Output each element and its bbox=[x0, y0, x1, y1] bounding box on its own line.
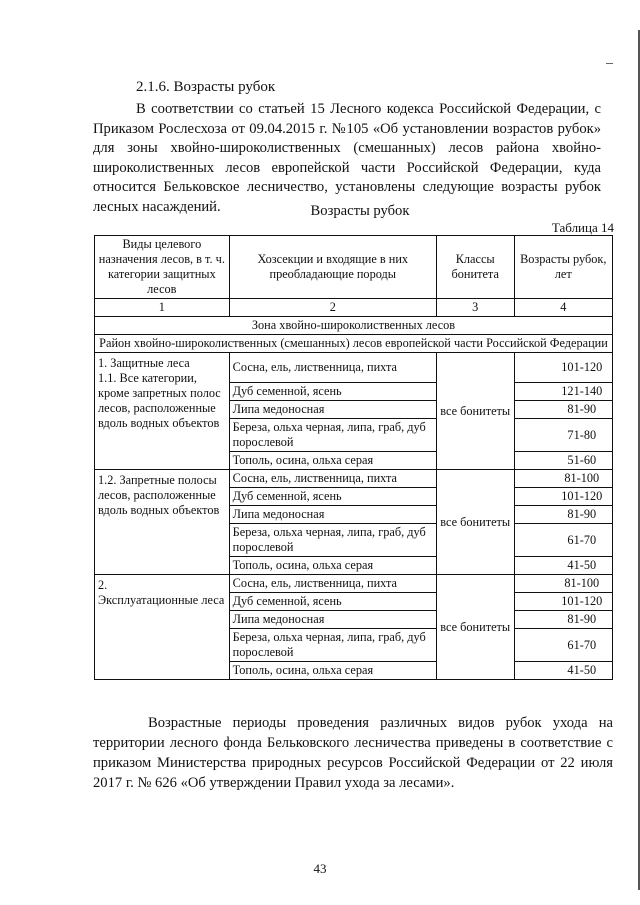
species-cell: Сосна, ель, лиственница, пихта bbox=[229, 575, 436, 593]
age-cell: 101-120 bbox=[514, 593, 612, 611]
region-label: Район хвойно-широколиственных (смешанных) лесов европейской части Российской Федерации bbox=[95, 335, 613, 353]
age-cell: 81-100 bbox=[514, 470, 612, 488]
table-row bbox=[95, 575, 613, 593]
age-cell: 81-90 bbox=[514, 401, 612, 419]
species-cell: Тополь, осина, ольха серая bbox=[229, 662, 436, 680]
header-purpose: Виды целевого назначения лесов, в т. ч. категории защитных лесов bbox=[95, 236, 230, 299]
zone-row bbox=[95, 317, 613, 335]
age-cell: 71-80 bbox=[514, 419, 612, 452]
species-cell: Тополь, осина, ольха серая bbox=[229, 557, 436, 575]
category-cell: 1.2. Запретные полосы лесов, расположенные вдоль водных объектов bbox=[95, 470, 230, 575]
closing-paragraph: Возрастные периоды проведения различных видов рубок ухода на территории лесного фонда Бельковского лесничества приведены в соответствие с приказом Министерства природных ресурсов Российской Федерации от 22 июля 2017 г. № 626 «Об утверждении Правил ухода за лесами». bbox=[93, 715, 613, 791]
species-cell: Дуб семенной, ясень bbox=[229, 593, 436, 611]
table-caption: Возрасты рубок bbox=[310, 203, 410, 219]
species-cell: Дуб семенной, ясень bbox=[229, 383, 436, 401]
species-cell: Береза, ольха черная, липа, граб, дуб порослевой bbox=[229, 419, 436, 452]
zone-label: Зона хвойно-широколиственных лесов bbox=[95, 317, 613, 335]
species-cell: Береза, ольха черная, липа, граб, дуб порослевой bbox=[229, 524, 436, 557]
table-header-row bbox=[95, 236, 613, 299]
category-cell: 1. Защитные леса 1.1. Все категории, кроме запретных полос лесов, расположенные вдоль водных объектов bbox=[95, 353, 230, 470]
age-cell: 101-120 bbox=[514, 488, 612, 506]
species-cell: Береза, ольха черная, липа, граб, дуб порослевой bbox=[229, 629, 436, 662]
age-cell: 61-70 bbox=[514, 524, 612, 557]
age-cell: 51-60 bbox=[514, 452, 612, 470]
bonitet-cell: все бонитеты bbox=[436, 575, 514, 680]
age-cell: 81-90 bbox=[514, 506, 612, 524]
column-number: 4 bbox=[514, 299, 612, 317]
age-cell: 61-70 bbox=[514, 629, 612, 662]
section-heading: 2.1.6. Возрасты рубок bbox=[136, 79, 276, 95]
cutting-age-table bbox=[94, 235, 613, 680]
table-number: Таблица 14 bbox=[551, 220, 614, 235]
table-row bbox=[95, 470, 613, 488]
species-cell: Липа медоносная bbox=[229, 506, 436, 524]
age-cell: 101-120 bbox=[514, 353, 612, 383]
table-row bbox=[95, 353, 613, 383]
column-number: 1 bbox=[95, 299, 230, 317]
age-cell: 121-140 bbox=[514, 383, 612, 401]
intro-paragraph: В соответствии со статьей 15 Лесного кодекса Российской Федерации, с Приказом Рослесхоза от 09.04.2015 г. №105 «Об установлении возрастов рубок» для зоны хвойно-широколиственных (смешанных) лесов района хвойно-широколиственных лесов европейской части Российской Федерации, куда относится Бельковское лесничество, установлены следующие возрасты рубок лесных насаждений. bbox=[93, 101, 601, 215]
bonitet-cell: все бонитеты bbox=[436, 470, 514, 575]
column-number: 3 bbox=[436, 299, 514, 317]
age-cell: 41-50 bbox=[514, 557, 612, 575]
species-cell: Сосна, ель, лиственница, пихта bbox=[229, 353, 436, 383]
scan-mark bbox=[606, 63, 613, 64]
column-number-row bbox=[95, 299, 613, 317]
bonitet-cell: все бонитеты bbox=[436, 353, 514, 470]
header-age: Возрасты рубок, лет bbox=[514, 236, 612, 299]
column-number: 2 bbox=[229, 299, 436, 317]
region-row bbox=[95, 335, 613, 353]
age-cell: 81-90 bbox=[514, 611, 612, 629]
species-cell: Липа медоносная bbox=[229, 401, 436, 419]
age-cell: 41-50 bbox=[514, 662, 612, 680]
header-species: Хозсекции и входящие в них преобладающие породы bbox=[229, 236, 436, 299]
age-cell: 81-100 bbox=[514, 575, 612, 593]
species-cell: Дуб семенной, ясень bbox=[229, 488, 436, 506]
page-number: 43 bbox=[313, 861, 327, 876]
header-bonitet: Классы бонитета bbox=[436, 236, 514, 299]
species-cell: Липа медоносная bbox=[229, 611, 436, 629]
species-cell: Сосна, ель, лиственница, пихта bbox=[229, 470, 436, 488]
category-cell: 2. Эксплуатационные леса bbox=[95, 575, 230, 680]
species-cell: Тополь, осина, ольха серая bbox=[229, 452, 436, 470]
